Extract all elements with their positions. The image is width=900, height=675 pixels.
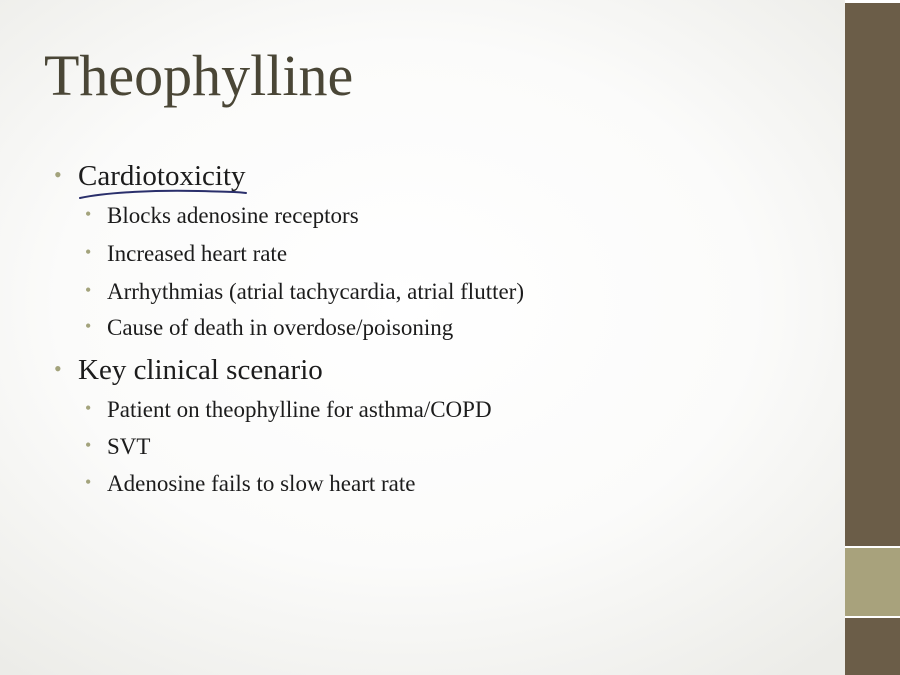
bullet-dot: • — [85, 242, 92, 262]
list-item — [85, 315, 454, 341]
bullet-dot: • — [85, 435, 92, 455]
list-item — [85, 397, 492, 423]
list-item — [85, 203, 359, 229]
decorative-sidebar — [845, 0, 900, 675]
list-item — [85, 471, 416, 497]
bullet-dot: • — [85, 280, 92, 300]
list-item-text: Blocks adenosine receptors — [107, 203, 359, 228]
list-item-text: Adenosine fails to slow heart rate — [107, 471, 416, 496]
list-item-text: Increased heart rate — [107, 241, 288, 266]
slide-title: Theophylline — [44, 43, 354, 108]
bullet-dot: • — [85, 204, 92, 224]
sidebar-bar-dark — [845, 618, 900, 675]
list-item — [85, 434, 151, 460]
handwritten-underline — [78, 178, 258, 204]
list-item-text: Cause of death in overdose/poisoning — [107, 315, 454, 340]
bullet-dot: • — [85, 472, 92, 492]
bullet-heading-text: Cardiotoxicity — [78, 160, 246, 192]
list-item-text: Patient on theophylline for asthma/COPD — [107, 397, 492, 422]
bullet-dot: • — [85, 316, 92, 336]
bullet-dot: • — [85, 398, 92, 418]
list-item-text: SVT — [107, 434, 151, 459]
bullet-heading-text: Key clinical scenario — [78, 354, 323, 386]
bullet-heading-key-clinical-scenario — [54, 354, 323, 387]
list-item — [85, 241, 288, 267]
bullet-dot: • — [54, 162, 62, 187]
list-item-text: Arrhythmias (atrial tachycardia, atrial flutter) — [107, 279, 524, 304]
sidebar-bar-light — [845, 548, 900, 616]
bullet-dot: • — [54, 356, 62, 381]
list-item — [85, 279, 524, 305]
sidebar-bar-dark — [845, 3, 900, 546]
